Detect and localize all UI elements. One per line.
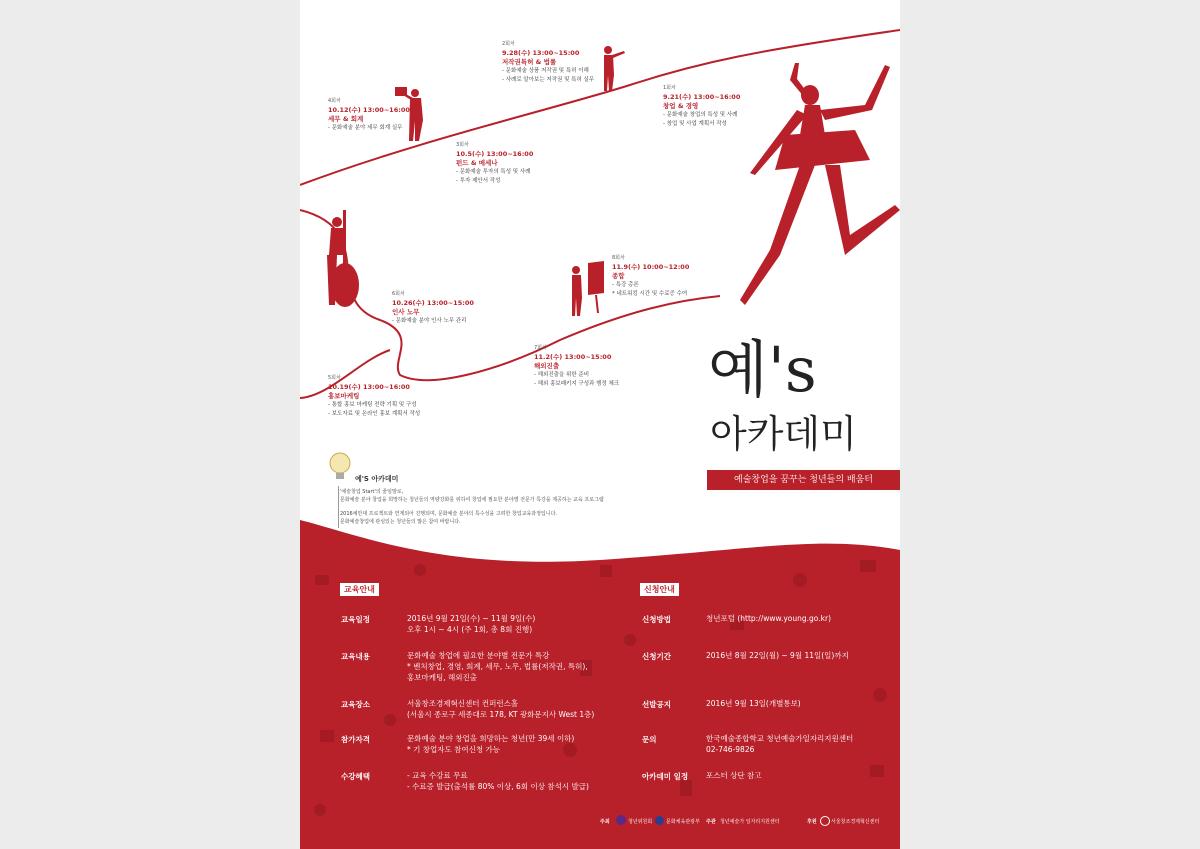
painter-icon: [568, 258, 608, 318]
edu-value-line: 오후 1시 ~ 4시 (주 1회, 총 8회 진행): [407, 625, 533, 634]
session-line: * 네트워킹 시간 및 수료증 수여: [612, 291, 688, 297]
session-time: 11.2(수) 13:00~15:00: [534, 353, 612, 361]
session-title: 저작권특허 & 법률: [502, 58, 557, 66]
double-bass-player-icon: [315, 210, 365, 310]
section-tag-edu: 교육안내: [340, 583, 379, 596]
session-time: 11.9(수) 10:00~12:00: [612, 263, 690, 271]
edu-value-line: * 기 창업자도 참여신청 가능: [407, 745, 500, 754]
edu-label: 교육내용: [341, 652, 370, 661]
intro-heading: 예'S 아카데미: [355, 475, 399, 483]
apply-label: 아카데미 일정: [642, 772, 689, 781]
edu-value-line: 홍보마케팅, 해외진출: [407, 673, 477, 682]
host-label: 주최: [600, 819, 610, 825]
apply-value-line: 청년포털 (http://www.young.go.kr): [706, 614, 831, 623]
edu-value-line: 문화예술 분야 창업을 희망하는 청년(만 39세 이하): [407, 734, 575, 743]
intro-line: 문화예술창업에 관심있는 청년들의 많은 참여 바랍니다.: [340, 519, 461, 525]
session-line: - 문화예술 상품 저작권 및 특허 이해: [502, 68, 589, 74]
session-line: - 문화예술 분야 인사 노무 관리: [392, 318, 467, 324]
edu-label: 교육장소: [341, 700, 370, 709]
section-tag-apply: 신청안내: [640, 583, 679, 596]
apply-value-line: 2016년 8월 22일(월) ~ 9월 11일(일)까지: [706, 651, 849, 660]
title-line2: 아카데미: [710, 412, 857, 456]
edu-value: [407, 698, 594, 720]
edu-value-line: 문화예술 창업에 필요한 분야별 전문가 특강: [407, 651, 550, 660]
apply-value: [706, 613, 831, 624]
session-title: 종합: [612, 272, 625, 280]
poster: [300, 0, 900, 849]
apply-value-line: 02-746-9826: [706, 745, 755, 754]
session-line: - 창업 및 사업 계획서 작성: [663, 121, 727, 127]
apply-label: 신청기간: [642, 652, 671, 661]
session-title: 창업 & 경영: [663, 102, 699, 110]
edu-value-line: - 교육 수강료 무료: [407, 771, 468, 780]
session-8: [612, 254, 689, 299]
session-line: - 보도자료 및 온라인 홍보 계획서 작성: [328, 411, 421, 417]
session-time: 9.21(수) 13:00~16:00: [663, 93, 741, 101]
session-number: 7회차: [534, 345, 547, 351]
red-wave-background: [300, 520, 900, 849]
session-line: - 문화예술 창업의 특성 및 사례: [663, 112, 738, 118]
intro-line: '예술창업 Start'의 줄임말로,: [340, 489, 404, 495]
edu-value: [407, 733, 574, 755]
session-time: 9.28(수) 13:00~15:00: [502, 49, 580, 57]
edu-value-line: 서울창조경제혁신센터 컨퍼런스홀: [407, 699, 519, 708]
apply-value: [706, 733, 853, 755]
edu-label: 참가자격: [341, 735, 370, 744]
edu-value: [407, 770, 589, 792]
apply-value-line: 포스터 상단 참고: [706, 771, 762, 780]
ministry-name: 문화체육관광부: [666, 819, 700, 825]
session-number: 5회차: [328, 375, 341, 381]
session-number: 2회차: [502, 41, 515, 47]
apply-label: 선발공지: [642, 700, 671, 709]
edu-value-line: (서울시 종로구 세종대로 178, KT 광화문지사 West 1층): [407, 710, 595, 719]
session-title: 인사 노무: [392, 308, 420, 316]
intro-line: 문화예술 분야 창업을 희망하는 청년들의 역량강화를 위하여 창업에 필요한 분야별 전문가 특강을 제공하는 교육 프로그램: [340, 497, 604, 503]
apply-value-line: 한국예술종합학교 청년예술가일자리지원센터: [706, 734, 854, 743]
session-title: 해외진출: [534, 362, 560, 370]
session-6: [392, 290, 474, 326]
session-5: [328, 374, 420, 419]
session-line: - 해외진출을 위한 준비: [534, 372, 590, 378]
ballerina-icon: [725, 55, 900, 320]
edu-value-line: * 벤처창업, 경영, 회계, 세무, 노무, 법률(저작권, 특허),: [407, 662, 588, 671]
session-2: [502, 40, 594, 85]
session-3: [456, 141, 533, 186]
session-time: 10.26(수) 13:00~15:00: [392, 299, 474, 307]
session-time: 10.19(수) 13:00~16:00: [328, 383, 410, 391]
session-time: 10.12(수) 13:00~16:00: [328, 106, 410, 114]
session-number: 4회차: [328, 98, 341, 104]
supporter-logo-icon: [820, 816, 830, 826]
apply-label: 신청방법: [642, 615, 671, 624]
session-7: [534, 344, 619, 389]
session-line: - 통합 홍보 마케팅 전략 기획 및 구성: [328, 402, 417, 408]
title-line1: 예's: [708, 333, 817, 406]
apply-label: 문의: [642, 735, 657, 744]
session-line: - 특강 총론: [612, 282, 639, 288]
supporter-label: 후원: [807, 819, 817, 825]
intro-line: 2016예만대 프로젝트와 연계되어 진행되며, 문화예술 분야의 특수성을 고려한 창업교육과정입니다.: [340, 511, 557, 517]
session-number: 6회차: [392, 291, 405, 297]
session-number: 8회차: [612, 255, 625, 261]
edu-value: [407, 613, 535, 635]
slogan-banner: 예술창업을 꿈꾸는 청년들의 배움터: [707, 470, 900, 490]
organizer-label: 주관: [706, 819, 716, 825]
session-4: [328, 97, 410, 133]
session-line: - 문화예술 분야 세무 회계 실무: [328, 125, 403, 131]
apply-value-line: 2016년 9월 13일(개별통보): [706, 699, 801, 708]
apply-value: [706, 770, 761, 781]
edu-value-line: - 수료증 발급(출석률 80% 이상, 6회 이상 참석시 발급): [407, 782, 589, 791]
apply-value: [706, 698, 801, 709]
session-number: 1회차: [663, 85, 676, 91]
session-title: 세무 & 회계: [328, 115, 364, 123]
session-title: 펀드 & 메세나: [456, 159, 498, 167]
session-line: - 투자 제안서 작성: [456, 178, 501, 184]
session-number: 3회차: [456, 142, 469, 148]
session-line: - 사례로 알아보는 저작권 및 특허 실무: [502, 77, 595, 83]
apply-value: [706, 650, 849, 661]
host-name: 청년위원회: [628, 819, 653, 825]
lightbulb-icon: [328, 452, 352, 482]
edu-value: [407, 650, 588, 683]
supporter-name: 서울창조경제혁신센터: [831, 819, 880, 825]
edu-label: 교육일정: [341, 615, 370, 624]
edu-label: 수강혜택: [341, 772, 370, 781]
host-logo-icon: [616, 815, 626, 825]
organizer-name: 청년예술가 일자리지원센터: [720, 819, 780, 825]
violinist-icon: [598, 45, 626, 93]
session-1: [663, 84, 740, 129]
session-line: - 해외 홍보패키지 구성과 행정 체크: [534, 381, 620, 387]
session-line: - 문화예술 투자의 특성 및 사례: [456, 169, 531, 175]
session-title: 홍보마케팅: [328, 392, 360, 400]
ministry-logo-icon: [655, 816, 664, 825]
edu-value-line: 2016년 9월 21일(수) ~ 11월 9일(수): [407, 614, 536, 623]
session-time: 10.5(수) 13:00~16:00: [456, 150, 534, 158]
